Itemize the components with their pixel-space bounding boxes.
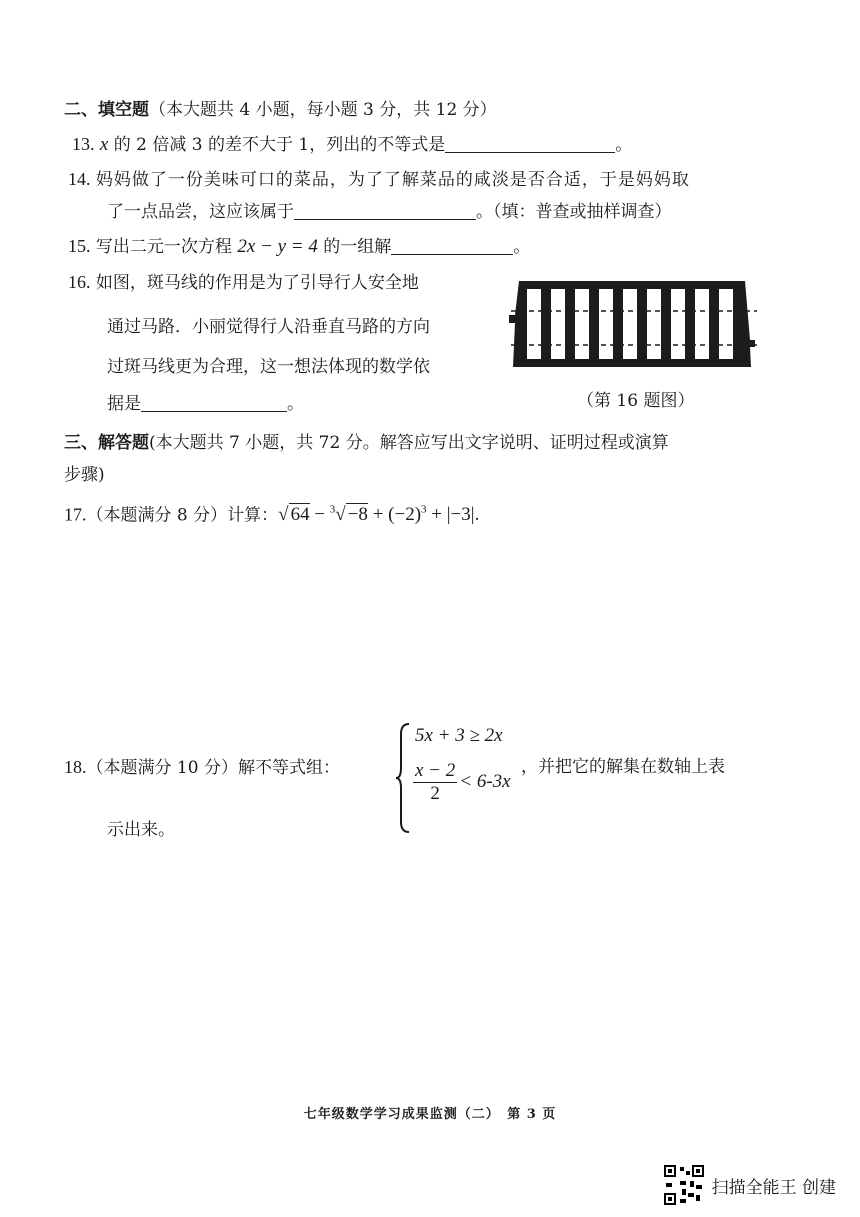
qr-code-icon xyxy=(664,1165,704,1205)
q13-answer-blank[interactable] xyxy=(445,134,615,153)
q18-head: （本题满分 10 分）解不等式组： xyxy=(86,758,340,778)
question-16-line1 xyxy=(68,270,419,295)
q17-number: 17. xyxy=(64,504,87,525)
q14-line2: 了一点品尝，这应该属于 xyxy=(107,202,294,222)
q16-end: 。 xyxy=(287,394,304,414)
q17-abs-term: + |−3| xyxy=(426,504,475,526)
section2-title xyxy=(64,98,497,122)
q18-line2: 示出来。 xyxy=(107,820,175,840)
q18-tail: ，并把它的解集在数轴上表 xyxy=(521,757,725,777)
q16-line4: 据是 xyxy=(107,394,141,414)
q14-hint: 。（填：普查或抽样调查） xyxy=(476,202,672,222)
q14-number: 14. xyxy=(68,169,91,189)
q15-answer-blank[interactable] xyxy=(391,236,513,255)
q17-cbrt-arg: −8 xyxy=(347,504,368,526)
q16-line1: 如图，斑马线的作用是为了引导行人安全地 xyxy=(95,273,419,293)
page-footer: 七年级数学学习成果监测（二） 第 3 页 xyxy=(303,1107,557,1122)
section3-heading: 三、解答题 xyxy=(64,433,149,453)
q16-number: 16. xyxy=(68,272,91,292)
q18-number: 18. xyxy=(64,757,87,777)
q15-end: 。 xyxy=(513,237,531,257)
q14-answer-blank[interactable] xyxy=(294,201,476,220)
section2-note: （本大题共 4 小题，每小题 3 分，共 12 分） xyxy=(149,100,497,120)
q18-inequality-2 xyxy=(411,760,511,805)
q18-frac-top: x − 2 xyxy=(415,760,456,781)
question-17 xyxy=(64,498,479,527)
q15-pre: 写出二元一次方程 xyxy=(95,237,238,257)
q16-line3: 过斑马线更为合理，这一想法体现的数学依 xyxy=(107,357,430,377)
q18-fraction xyxy=(413,760,457,805)
question-14-line2 xyxy=(107,200,672,224)
q18-left-brace xyxy=(395,722,411,834)
q13-text: 的 2 倍减 3 的差不大于 1，列出的不等式是 xyxy=(108,135,446,155)
section3-note2: 步骤) xyxy=(64,465,105,485)
q16-caption: （第 16 题图） xyxy=(577,391,695,411)
q13-end: 。 xyxy=(615,135,633,155)
scanner-watermark xyxy=(664,1165,836,1205)
question-13 xyxy=(72,132,632,157)
q17-power-term: + (−2) xyxy=(367,504,422,526)
q16-line2: 通过马路．小丽觉得行人沿垂直马路的方向 xyxy=(107,317,430,337)
q17-expression: √ $64 - ^3√ -8 + (-2)^3 + |-3|$. xyxy=(278,504,480,526)
q17-sqrt-arg: 64 xyxy=(290,504,310,526)
q17-power-exp: 3 xyxy=(421,504,427,516)
q14-line1: 妈妈做了一份美味可口的菜品，为了了解菜品的咸淡是否合适，于是妈妈取 xyxy=(95,170,690,190)
q13-number: 13. xyxy=(72,134,95,154)
section3-title xyxy=(64,431,669,455)
q17-end: . xyxy=(474,504,480,526)
q17-minus: − xyxy=(309,504,330,526)
question-14-line1 xyxy=(68,167,690,192)
q17-head: （本题满分 8 分）计算： xyxy=(86,505,279,526)
zebra-crossing-figure xyxy=(505,275,757,375)
q16-answer-blank[interactable] xyxy=(141,393,287,412)
question-16-line4 xyxy=(107,392,304,416)
q15-number: 15. xyxy=(68,236,91,256)
question-15 xyxy=(68,234,530,259)
q18-frac-bot: 2 xyxy=(430,783,440,804)
q13-variable: x xyxy=(99,134,109,155)
q15-post: 的一组解 xyxy=(317,237,392,257)
section2-heading: 二、填空题 xyxy=(64,100,149,120)
section3-note: (本大题共 7 小题，共 72 分。解答应写出文字说明、证明过程或演算 xyxy=(149,433,669,453)
q18-ineq2-rest: < 6-3x xyxy=(459,770,511,792)
question-18 xyxy=(64,755,340,780)
q17-cbrt-index: 3 xyxy=(329,504,336,516)
q18-inequality-1: 5x + 3 ≥ 2x xyxy=(415,725,503,746)
q15-equation: 2x − y = 4 xyxy=(237,236,318,257)
watermark-text: 扫描全能王 创建 xyxy=(711,1177,836,1198)
